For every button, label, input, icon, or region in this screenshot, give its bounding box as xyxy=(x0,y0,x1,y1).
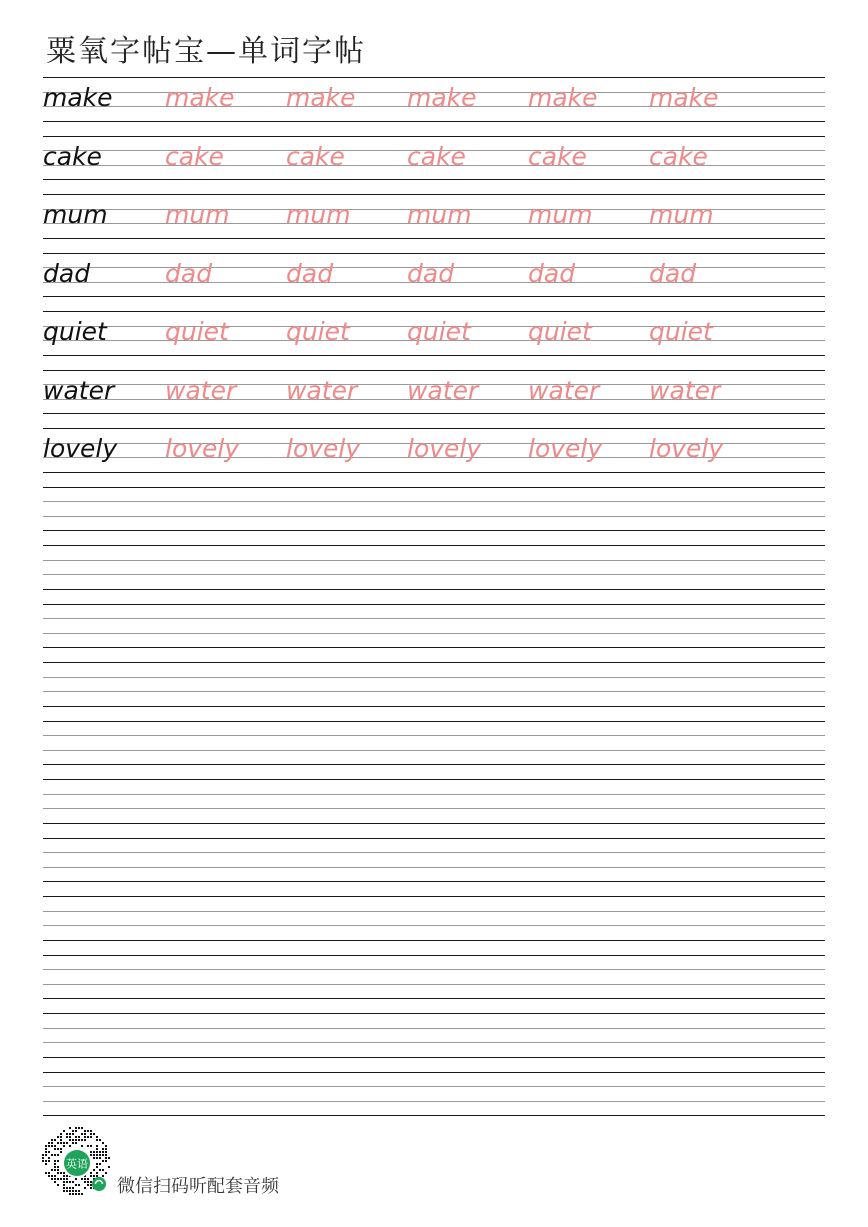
qr-dot xyxy=(72,1133,74,1135)
qr-dot xyxy=(66,1190,68,1192)
guide-line xyxy=(43,925,825,926)
qr-dot xyxy=(96,1163,98,1165)
trace-word: mum xyxy=(528,200,593,229)
qr-dot xyxy=(102,1154,104,1156)
qr-dot xyxy=(90,1133,92,1135)
guide-line xyxy=(43,589,825,590)
qr-dot xyxy=(72,1142,74,1144)
qr-dot xyxy=(93,1151,95,1153)
qr-badge-text: 英语 xyxy=(66,1157,88,1171)
trace-word: cake xyxy=(286,141,345,171)
qr-dot xyxy=(81,1178,83,1180)
guide-line xyxy=(43,867,825,868)
trace-word: mum xyxy=(407,200,472,229)
qr-dot xyxy=(69,1139,71,1141)
guide-line xyxy=(43,472,825,473)
qr-dot xyxy=(60,1142,62,1144)
qr-dot xyxy=(66,1136,68,1138)
qr-dot xyxy=(102,1148,104,1150)
trace-word: dad xyxy=(528,258,576,288)
qr-dot xyxy=(42,1157,44,1159)
qr-dot xyxy=(84,1133,86,1135)
qr-dot xyxy=(99,1139,101,1141)
qr-dot xyxy=(51,1178,53,1180)
guide-line xyxy=(43,677,825,678)
qr-dot xyxy=(105,1172,107,1174)
qr-dot xyxy=(57,1148,59,1150)
guide-line xyxy=(43,604,825,605)
qr-dot xyxy=(90,1187,92,1189)
trace-word: cake xyxy=(528,141,587,171)
qr-dot xyxy=(54,1145,56,1147)
qr-dot xyxy=(75,1178,77,1180)
qr-dot xyxy=(105,1154,107,1156)
qr-dot xyxy=(63,1184,65,1186)
qr-dot xyxy=(63,1175,65,1177)
trace-word: dad xyxy=(649,258,697,288)
qr-dot xyxy=(93,1133,95,1135)
guide-line xyxy=(43,794,825,795)
qr-dot xyxy=(48,1145,50,1147)
qr-dot xyxy=(90,1184,92,1186)
qr-dot xyxy=(93,1157,95,1159)
guide-line xyxy=(43,955,825,956)
qr-dot xyxy=(51,1142,53,1144)
qr-dot xyxy=(57,1160,59,1162)
guide-line xyxy=(43,1057,825,1058)
qr-dot xyxy=(45,1151,47,1153)
guide-line xyxy=(43,1086,825,1087)
qr-dot xyxy=(66,1175,68,1177)
trace-word: cake xyxy=(165,141,224,171)
qr-dot xyxy=(90,1136,92,1138)
qr-dot xyxy=(84,1130,86,1132)
guide-line xyxy=(43,940,825,941)
qr-dot xyxy=(96,1139,98,1141)
qr-dot xyxy=(63,1190,65,1192)
trace-word: lovely xyxy=(649,434,724,463)
model-word: cake xyxy=(43,141,102,171)
qr-dot xyxy=(60,1178,62,1180)
qr-dot xyxy=(81,1145,83,1147)
qr-dot xyxy=(84,1187,86,1189)
qr-dot xyxy=(93,1169,95,1171)
qr-dot xyxy=(105,1148,107,1150)
qr-dot xyxy=(48,1172,50,1174)
qr-dot xyxy=(57,1166,59,1168)
qr-dot xyxy=(84,1181,86,1183)
trace-word: cake xyxy=(649,141,708,171)
qr-dot xyxy=(75,1130,77,1132)
qr-dot xyxy=(69,1187,71,1189)
guide-line xyxy=(43,618,825,619)
qr-dot xyxy=(72,1130,74,1132)
qr-dot xyxy=(96,1136,98,1138)
qr-dot xyxy=(72,1139,74,1141)
qr-dot xyxy=(48,1142,50,1144)
model-word: mum xyxy=(43,200,108,229)
qr-dot xyxy=(81,1139,83,1141)
qr-dot xyxy=(69,1193,71,1195)
trace-word: lovely xyxy=(165,434,240,463)
qr-dot xyxy=(75,1139,77,1141)
qr-dot xyxy=(54,1154,56,1156)
qr-dot xyxy=(60,1148,62,1150)
trace-word: water xyxy=(649,375,721,405)
guide-line xyxy=(43,852,825,853)
guide-line xyxy=(43,808,825,809)
qr-dot xyxy=(102,1160,104,1162)
qr-dot xyxy=(93,1175,95,1177)
qr-dot xyxy=(105,1160,107,1162)
qr-dot xyxy=(66,1187,68,1189)
qr-dot xyxy=(66,1181,68,1183)
guide-line xyxy=(43,662,825,663)
guide-line xyxy=(43,516,825,517)
qr-dot xyxy=(45,1172,47,1174)
qr-dot xyxy=(84,1178,86,1180)
trace-word: lovely xyxy=(407,434,482,463)
qr-dot xyxy=(90,1130,92,1132)
qr-dot xyxy=(87,1181,89,1183)
guide-line xyxy=(43,179,825,180)
qr-dot xyxy=(48,1160,50,1162)
qr-dot xyxy=(63,1130,65,1132)
qr-dot xyxy=(78,1190,80,1192)
qr-dot xyxy=(105,1151,107,1153)
qr-dot xyxy=(66,1133,68,1135)
guide-line xyxy=(43,253,825,254)
qr-dot xyxy=(78,1127,80,1129)
guide-line xyxy=(43,823,825,824)
qr-dot xyxy=(96,1175,98,1177)
qr-dot xyxy=(54,1139,56,1141)
qr-dot xyxy=(90,1181,92,1183)
model-word: make xyxy=(43,83,113,112)
qr-dot xyxy=(102,1169,104,1171)
qr-dot xyxy=(57,1169,59,1171)
guide-line xyxy=(43,721,825,722)
qr-dot xyxy=(66,1178,68,1180)
guide-line xyxy=(43,487,825,488)
audio-caption: 微信扫码听配套音频 xyxy=(117,1176,279,1197)
guide-line xyxy=(43,998,825,999)
guide-line xyxy=(43,881,825,882)
trace-word: water xyxy=(165,375,237,405)
qr-dot xyxy=(63,1172,65,1174)
qr-dot xyxy=(72,1187,74,1189)
guide-line xyxy=(43,574,825,575)
qr-dot xyxy=(99,1154,101,1156)
qr-dot xyxy=(57,1142,59,1144)
qr-dot xyxy=(51,1175,53,1177)
qr-dot xyxy=(87,1178,89,1180)
guide-line xyxy=(43,633,825,634)
trace-word: make xyxy=(286,83,356,112)
qr-dot xyxy=(81,1133,83,1135)
qr-dot xyxy=(87,1136,89,1138)
qr-dot xyxy=(63,1178,65,1180)
qr-dot xyxy=(102,1175,104,1177)
qr-dot xyxy=(90,1175,92,1177)
qr-dot xyxy=(48,1175,50,1177)
qr-dot xyxy=(54,1148,56,1150)
guide-line xyxy=(43,779,825,780)
qr-dot xyxy=(75,1184,77,1186)
model-word: quiet xyxy=(43,317,107,346)
trace-word: water xyxy=(286,375,358,405)
qr-dot xyxy=(84,1136,86,1138)
qr-dot xyxy=(90,1154,92,1156)
qr-dot xyxy=(78,1139,80,1141)
model-word: lovely xyxy=(43,434,118,463)
qr-dot xyxy=(78,1184,80,1186)
trace-word: mum xyxy=(649,200,714,229)
qr-dot xyxy=(108,1157,110,1159)
qr-dot xyxy=(57,1172,59,1174)
qr-dot xyxy=(54,1178,56,1180)
guide-line xyxy=(43,1028,825,1029)
guide-line xyxy=(43,121,825,122)
qr-dot xyxy=(90,1145,92,1147)
guide-line xyxy=(43,1101,825,1102)
guide-line xyxy=(43,194,825,195)
qr-dot xyxy=(75,1127,77,1129)
writing-sheet xyxy=(43,77,825,1117)
trace-word: dad xyxy=(165,258,213,288)
qr-dot xyxy=(63,1142,65,1144)
qr-dot xyxy=(63,1187,65,1189)
guide-line xyxy=(43,1115,825,1116)
qr-dot xyxy=(75,1193,77,1195)
guide-line xyxy=(43,428,825,429)
trace-word: lovely xyxy=(528,434,603,463)
guide-line xyxy=(43,560,825,561)
qr-dot xyxy=(69,1136,71,1138)
qr-dot xyxy=(99,1163,101,1165)
qr-dot xyxy=(42,1154,44,1156)
guide-line xyxy=(43,896,825,897)
qr-dot xyxy=(78,1136,80,1138)
qr-dot xyxy=(45,1145,47,1147)
trace-word: dad xyxy=(286,258,334,288)
qr-dot xyxy=(45,1163,47,1165)
qr-dot xyxy=(72,1193,74,1195)
qr-dot xyxy=(45,1160,47,1162)
trace-word: quiet xyxy=(407,317,471,346)
qr-dot xyxy=(57,1178,59,1180)
qr-dot xyxy=(96,1148,98,1150)
qr-dot xyxy=(78,1193,80,1195)
trace-word: quiet xyxy=(286,317,350,346)
qr-dot xyxy=(108,1166,110,1168)
guide-line xyxy=(43,647,825,648)
qr-dot xyxy=(42,1160,44,1162)
qr-dot xyxy=(54,1160,56,1162)
qr-code-icon[interactable] xyxy=(41,1126,111,1196)
guide-line xyxy=(43,750,825,751)
qr-dot xyxy=(81,1193,83,1195)
qr-dot xyxy=(51,1139,53,1141)
qr-dot xyxy=(60,1133,62,1135)
qr-dot xyxy=(90,1172,92,1174)
page-title: 粟氧字帖宝—单词字帖 xyxy=(46,34,366,69)
guide-line xyxy=(43,969,825,970)
guide-line xyxy=(43,1042,825,1043)
qr-dot xyxy=(51,1145,53,1147)
trace-word: quiet xyxy=(165,317,229,346)
model-word: dad xyxy=(43,258,91,288)
guide-line xyxy=(43,530,825,531)
qr-dot xyxy=(66,1142,68,1144)
qr-dot xyxy=(69,1133,71,1135)
qr-dot xyxy=(87,1184,89,1186)
trace-word: mum xyxy=(165,200,230,229)
qr-dot xyxy=(57,1136,59,1138)
qr-dot xyxy=(63,1181,65,1183)
trace-word: cake xyxy=(407,141,466,171)
qr-dot xyxy=(48,1151,50,1153)
guide-line xyxy=(43,764,825,765)
qr-dot xyxy=(63,1145,65,1147)
qr-dot xyxy=(69,1181,71,1183)
qr-dot xyxy=(102,1151,104,1153)
trace-word: water xyxy=(407,375,479,405)
trace-word: lovely xyxy=(286,434,361,463)
qr-dot xyxy=(72,1190,74,1192)
qr-dot xyxy=(96,1166,98,1168)
qr-dot xyxy=(99,1151,101,1153)
guide-line xyxy=(43,735,825,736)
qr-dot xyxy=(54,1163,56,1165)
guide-line xyxy=(43,136,825,137)
qr-dot xyxy=(87,1130,89,1132)
qr-dot xyxy=(93,1154,95,1156)
qr-dot xyxy=(51,1169,53,1171)
qr-dot xyxy=(75,1142,77,1144)
trace-word: mum xyxy=(286,200,351,229)
qr-dot xyxy=(75,1190,77,1192)
qr-dot xyxy=(45,1148,47,1150)
guide-line xyxy=(43,501,825,502)
qr-dot xyxy=(57,1154,59,1156)
trace-word: make xyxy=(165,83,235,112)
qr-dot xyxy=(72,1181,74,1183)
qr-dot xyxy=(84,1139,86,1141)
qr-dot xyxy=(96,1172,98,1174)
guide-line xyxy=(43,77,825,78)
guide-line xyxy=(43,370,825,371)
qr-dot xyxy=(99,1157,101,1159)
guide-line xyxy=(43,296,825,297)
qr-dot xyxy=(87,1145,89,1147)
qr-dot xyxy=(69,1145,71,1147)
guide-line xyxy=(43,838,825,839)
qr-dot xyxy=(45,1154,47,1156)
qr-dot xyxy=(75,1136,77,1138)
qr-dot xyxy=(57,1184,59,1186)
qr-dot xyxy=(51,1154,53,1156)
qr-dot xyxy=(69,1127,71,1129)
mini-program-icon xyxy=(92,1177,106,1191)
qr-dot xyxy=(105,1157,107,1159)
qr-dot xyxy=(99,1169,101,1171)
qr-dot xyxy=(60,1139,62,1141)
qr-dot xyxy=(54,1175,56,1177)
qr-dot xyxy=(81,1127,83,1129)
guide-line xyxy=(43,1072,825,1073)
guide-line xyxy=(43,413,825,414)
qr-dot xyxy=(96,1151,98,1153)
qr-dot xyxy=(60,1151,62,1153)
guide-line xyxy=(43,706,825,707)
trace-word: water xyxy=(528,375,600,405)
qr-dot xyxy=(96,1157,98,1159)
guide-line xyxy=(43,545,825,546)
trace-word: make xyxy=(407,83,477,112)
guide-line xyxy=(43,984,825,985)
qr-dot xyxy=(48,1157,50,1159)
trace-word: make xyxy=(649,83,719,112)
footer xyxy=(41,1126,341,1198)
trace-word: quiet xyxy=(649,317,713,346)
qr-dot xyxy=(96,1154,98,1156)
qr-dot xyxy=(69,1190,71,1192)
guide-line xyxy=(43,911,825,912)
guide-line xyxy=(43,691,825,692)
trace-word: dad xyxy=(407,258,455,288)
qr-dot xyxy=(96,1145,98,1147)
qr-dot xyxy=(60,1136,62,1138)
qr-dot xyxy=(90,1151,92,1153)
qr-dot xyxy=(102,1142,104,1144)
guide-line xyxy=(43,238,825,239)
model-word: water xyxy=(43,375,115,405)
guide-line xyxy=(43,1013,825,1014)
qr-dot xyxy=(54,1166,56,1168)
qr-dot xyxy=(54,1169,56,1171)
guide-line xyxy=(43,311,825,312)
trace-word: quiet xyxy=(528,317,592,346)
guide-line xyxy=(43,355,825,356)
qr-dot xyxy=(54,1181,56,1183)
trace-word: make xyxy=(528,83,598,112)
qr-dot xyxy=(105,1145,107,1147)
qr-dot xyxy=(60,1172,62,1174)
